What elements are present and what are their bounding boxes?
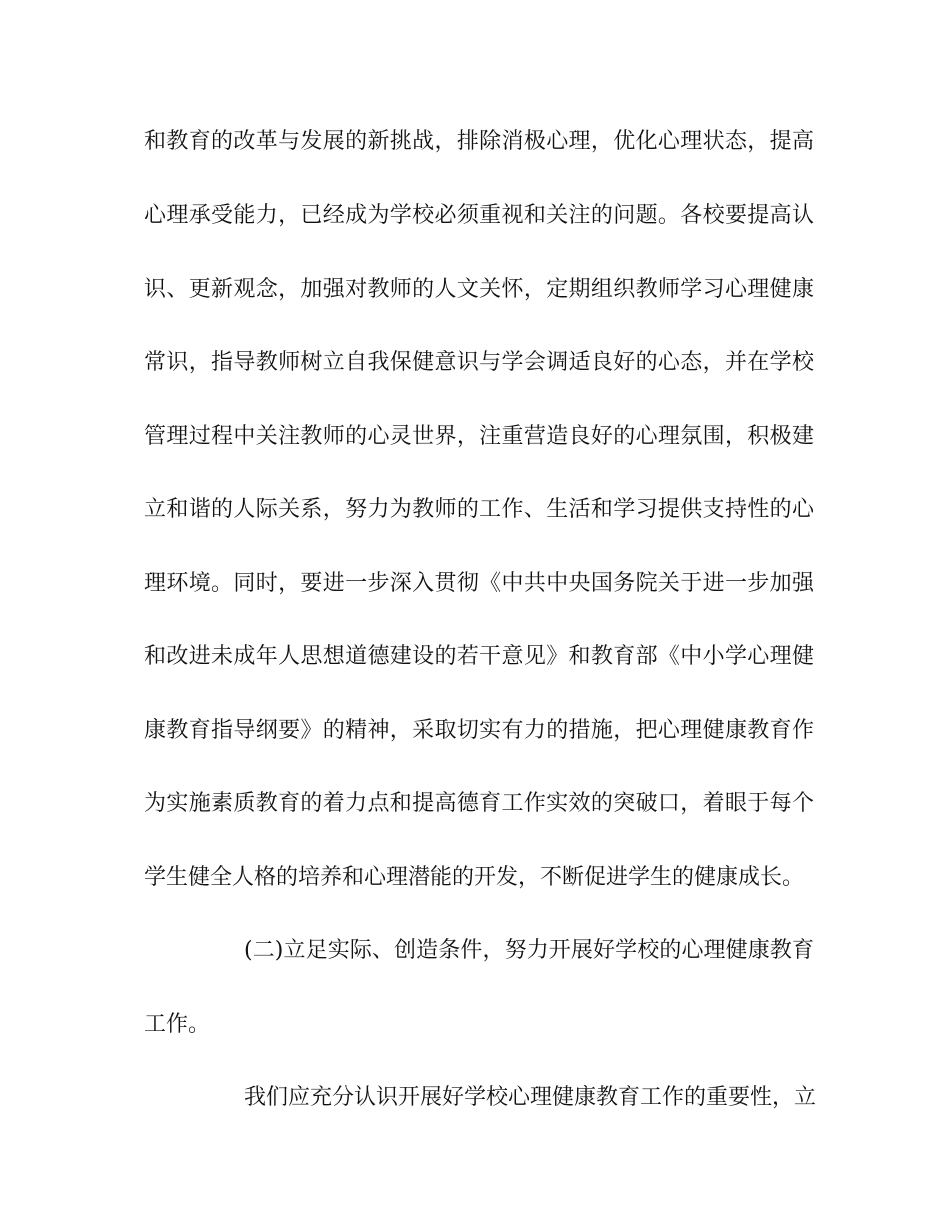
paragraph-line: 和改进未成年人思想道德建设的若干意见》和教育部《中小学心理健 [144,644,814,669]
paragraph-line: 学生健全人格的培养和心理潜能的开发，不断促进学生的健康成长。 [144,865,805,890]
paragraph-line: 识、更新观念，加强对教师的人文关怀，定期组织教师学习心理健康 [144,277,814,302]
paragraph-line: 和教育的改革与发展的新挑战，排除消极心理，优化心理状态，提高 [144,129,814,154]
paragraph-line: 为实施素质教育的着力点和提高德育工作实效的突破口，着眼于每个 [144,791,814,816]
paragraph-line: 立和谐的人际关系，努力为教师的工作、生活和学习提供支持性的心 [144,497,814,522]
paragraph-line: 理环境。同时，要进一步深入贯彻《中共中央国务院关于进一步加强 [144,571,814,596]
paragraph-line: 我们应充分认识开展好学校心理健康教育工作的重要性，立 [244,1085,817,1110]
section-heading-line: 工作。 [144,1012,211,1037]
section-heading-line: (二)立足实际、创造条件，努力开展好学校的心理健康教育 [244,938,814,963]
paragraph-line: 常识，指导教师树立自我保健意识与学会调适良好的心态，并在学校 [144,350,814,375]
paragraph-line: 管理过程中关注教师的心灵世界，注重营造良好的心理氛围，积极建 [144,424,814,449]
paragraph-line: 心理承受能力，已经成为学校必须重视和关注的问题。各校要提高认 [144,203,814,228]
paragraph-line: 康教育指导纲要》的精神，采取切实有力的措施，把心理健康教育作 [144,718,814,743]
